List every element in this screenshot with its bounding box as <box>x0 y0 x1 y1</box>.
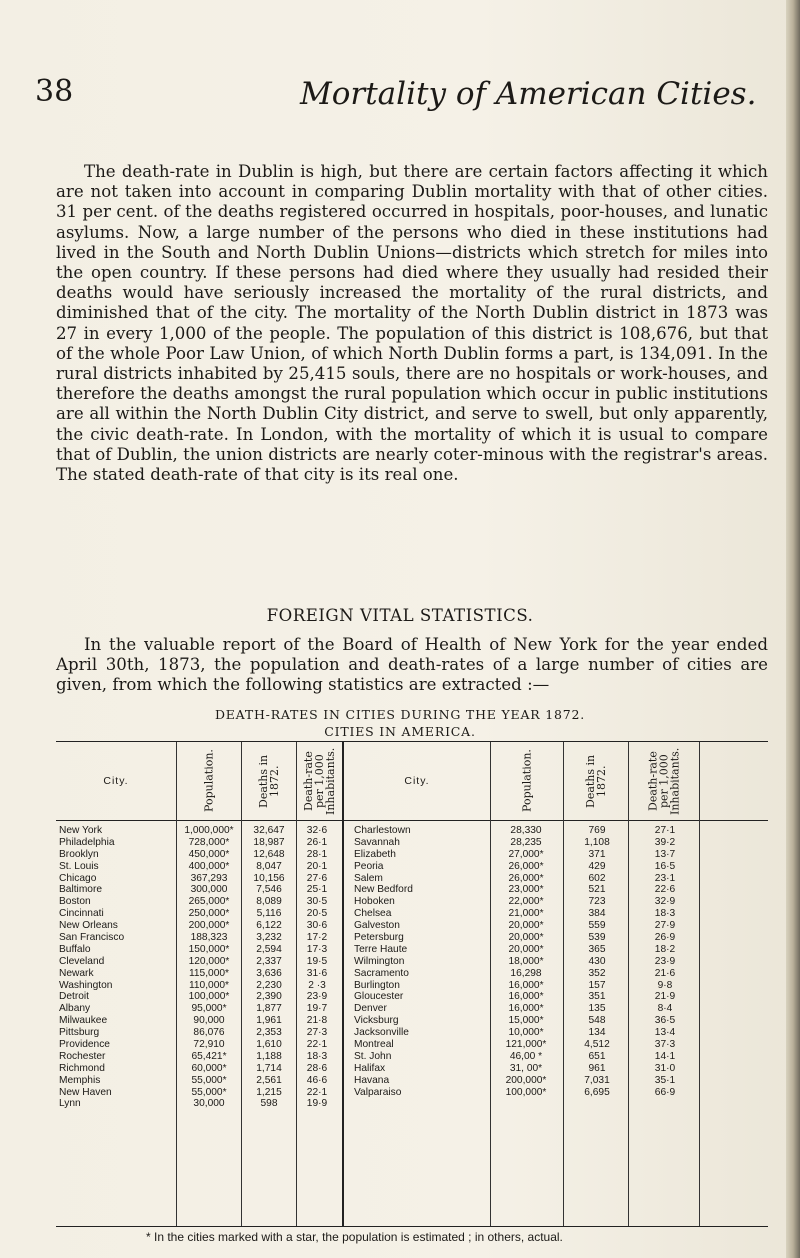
row-population: 200,000* <box>188 920 230 932</box>
row-city: Cleveland <box>59 955 105 967</box>
row-deaths: 3,232 <box>256 932 282 944</box>
row-rate-2: 37·3 <box>654 1039 676 1051</box>
header-rate-2: Death-rate per 1,000 Inhabitants. <box>646 747 682 815</box>
row-rate-2: 26·9 <box>654 932 676 944</box>
row-city: Detroit <box>59 991 90 1003</box>
row-deaths: 32,647 <box>253 825 285 836</box>
row-population-2: 15,000* <box>508 1015 544 1027</box>
row-rate: 20·5 <box>306 908 328 920</box>
row-population-2: 121,000* <box>505 1039 547 1051</box>
table-row <box>56 932 768 944</box>
row-rate: 22·1 <box>306 1086 328 1098</box>
row-deaths-2: 723 <box>588 896 606 908</box>
row-rate: 17·3 <box>306 943 328 955</box>
row-deaths: 2,390 <box>256 991 282 1003</box>
row-rate: 18·3 <box>306 1050 328 1062</box>
row-population: 115,000* <box>188 967 230 979</box>
row-population-2: 23,000* <box>508 884 544 896</box>
row-deaths: 1,610 <box>256 1039 282 1051</box>
row-rate-2: 27·1 <box>654 825 676 836</box>
row-deaths-2: 1,108 <box>584 836 610 848</box>
row-population: 250,000* <box>188 908 230 920</box>
row-city: Boston <box>59 896 91 908</box>
row-deaths-2: 135 <box>588 1003 606 1015</box>
row-deaths: 1,215 <box>256 1086 282 1098</box>
table-row <box>56 1039 768 1051</box>
row-population-2: 16,000* <box>508 1003 544 1015</box>
row-deaths: 8,089 <box>256 896 282 908</box>
row-rate: 21·8 <box>306 1015 328 1027</box>
row-rate: 31·6 <box>306 967 328 979</box>
row-deaths-2: 539 <box>588 932 606 944</box>
row-city-2: Terre Haute <box>354 943 408 955</box>
row-rate-2: 32·9 <box>654 896 676 908</box>
row-rate: 32·6 <box>306 825 328 836</box>
body-text-2 <box>56 635 768 696</box>
row-rate: 23·9 <box>306 991 328 1003</box>
row-rate-2: 23·1 <box>654 872 676 884</box>
row-deaths-2: 559 <box>588 920 606 932</box>
row-population: 86,076 <box>193 1027 225 1039</box>
row-city: Washington <box>59 979 113 991</box>
row-deaths: 1,961 <box>256 1015 282 1027</box>
running-title: Mortality of American Cities. <box>300 76 757 112</box>
section-heading: FOREIGN VITAL STATISTICS. <box>266 606 534 625</box>
row-city-2: Charlestown <box>354 825 411 836</box>
row-rate: 28·6 <box>306 1062 328 1074</box>
row-population-2: 22,000* <box>508 896 544 908</box>
row-city: Pittsburg <box>59 1027 100 1039</box>
row-deaths: 598 <box>260 1098 278 1110</box>
header-population: Population. <box>202 749 216 813</box>
row-population-2: 28,235 <box>510 836 542 848</box>
row-population-2: 16,000* <box>508 991 544 1003</box>
row-rate-2: 35·1 <box>654 1074 676 1086</box>
row-population: 367,293 <box>190 872 228 884</box>
row-population: 90,000 <box>193 1015 225 1027</box>
row-city: Buffalo <box>59 943 91 955</box>
row-population-2: 28,330 <box>510 825 542 836</box>
row-rate: 30·6 <box>306 920 328 932</box>
table-row <box>56 980 768 992</box>
row-population: 188,323 <box>190 932 228 944</box>
row-city-2: Montreal <box>354 1039 394 1051</box>
row-population: 100,000* <box>188 991 230 1003</box>
row-rate-2: 31·0 <box>654 1062 676 1074</box>
row-city: Newark <box>59 967 94 979</box>
row-population-2: 16,000* <box>508 979 544 991</box>
row-rate: 25·1 <box>306 884 328 896</box>
table-row <box>56 991 768 1003</box>
row-city-2: Halifax <box>354 1062 386 1074</box>
row-rate: 28·1 <box>306 848 328 860</box>
row-city: Brooklyn <box>59 848 99 860</box>
row-population: 265,000* <box>188 896 230 908</box>
page-number: 38 <box>35 74 74 109</box>
row-city: Memphis <box>59 1074 101 1086</box>
row-deaths: 18,987 <box>253 836 285 848</box>
header-deaths: Deaths in 1872. <box>257 754 281 808</box>
row-city: New Orleans <box>59 920 118 932</box>
row-rate-2: 23·9 <box>654 955 676 967</box>
row-city-2: Valparaiso <box>354 1086 402 1098</box>
row-deaths: 2,337 <box>256 955 282 967</box>
header-population-2: Population. <box>520 749 534 813</box>
row-rate: 2 ·3 <box>308 979 326 991</box>
row-deaths-2: 365 <box>588 943 606 955</box>
row-population: 55,000* <box>191 1074 227 1086</box>
table-row <box>56 825 768 837</box>
row-rate-2: 18·2 <box>654 943 676 955</box>
row-rate-2: 36·5 <box>654 1015 676 1027</box>
row-population: 30,000 <box>193 1098 225 1110</box>
row-deaths-2: 371 <box>588 848 606 860</box>
row-population: 300,000 <box>190 884 228 896</box>
row-deaths: 2,230 <box>256 979 282 991</box>
row-rate-2: 22·6 <box>654 884 676 896</box>
row-city-2: Elizabeth <box>354 848 396 860</box>
row-deaths-2: 548 <box>588 1015 606 1027</box>
row-population-2: 26,000* <box>508 860 544 872</box>
row-rate-2: 21·9 <box>654 991 676 1003</box>
row-deaths-2: 157 <box>588 979 606 991</box>
row-rate-2: 39·2 <box>654 836 676 848</box>
row-deaths-2: 7,031 <box>584 1074 610 1086</box>
row-deaths-2: 134 <box>588 1027 606 1039</box>
row-rate: 27·6 <box>306 872 328 884</box>
table-row <box>56 1003 768 1015</box>
table-row <box>56 944 768 956</box>
row-city-2: New Bedford <box>354 884 413 896</box>
table-row <box>56 1051 768 1063</box>
row-city: St. Louis <box>59 860 99 872</box>
row-rate: 30·5 <box>306 896 328 908</box>
page-header <box>0 62 780 122</box>
row-population: 72,910 <box>193 1039 225 1051</box>
row-population-2: 18,000* <box>508 955 544 967</box>
row-population-2: 100,000* <box>505 1086 547 1098</box>
row-population-2: 20,000* <box>508 920 544 932</box>
row-population-2: 16,298 <box>510 967 542 979</box>
row-city-2: Galveston <box>354 920 400 932</box>
row-deaths-2: 352 <box>588 967 606 979</box>
row-city: Providence <box>59 1039 110 1051</box>
row-city: Rochester <box>59 1050 106 1062</box>
row-deaths: 2,594 <box>256 943 282 955</box>
row-city: Cincinnati <box>59 908 104 920</box>
table-row <box>56 1075 768 1087</box>
row-rate: 17·2 <box>306 932 328 944</box>
row-deaths: 3,636 <box>256 967 282 979</box>
row-deaths-2: 4,512 <box>584 1039 610 1051</box>
row-rate-2: 27·9 <box>654 920 676 932</box>
row-deaths-2: 961 <box>588 1062 606 1074</box>
row-rate-2: 66·9 <box>654 1086 676 1098</box>
table-row <box>56 1087 768 1099</box>
table-row <box>56 920 768 932</box>
row-population: 55,000* <box>191 1086 227 1098</box>
page-edge <box>786 0 800 1258</box>
row-city-2: Wilmington <box>354 955 405 967</box>
table-row <box>56 1015 768 1027</box>
row-city-2: Chelsea <box>354 908 392 920</box>
table-row <box>56 896 768 908</box>
row-population: 728,000* <box>188 836 230 848</box>
row-city-2: Savannah <box>354 836 400 848</box>
table-subtitle: CITIES IN AMERICA. <box>324 724 476 739</box>
row-rate: 19·5 <box>306 955 328 967</box>
row-deaths: 5,116 <box>256 908 282 920</box>
row-rate: 20·1 <box>306 860 328 872</box>
row-deaths-2: 651 <box>588 1050 606 1062</box>
row-city-2: Jacksonville <box>354 1027 409 1039</box>
table-row <box>56 873 768 885</box>
row-population-2: 31, 00* <box>509 1062 543 1074</box>
row-population-2: 46,00 * <box>509 1050 543 1062</box>
row-rate: 27·3 <box>306 1027 328 1039</box>
row-rate: 22·1 <box>306 1039 328 1051</box>
row-population-2: 26,000* <box>508 872 544 884</box>
row-population: 150,000* <box>188 943 230 955</box>
header-city: City. <box>103 775 129 787</box>
row-population: 450,000* <box>188 848 230 860</box>
table-row <box>56 956 768 968</box>
row-population-2: 200,000* <box>505 1074 547 1086</box>
row-deaths-2: 769 <box>588 825 606 836</box>
row-city-2: St. John <box>354 1050 392 1062</box>
row-deaths: 1,714 <box>256 1062 282 1074</box>
row-population: 95,000* <box>191 1003 227 1015</box>
row-rate-2: 8·4 <box>657 1003 673 1015</box>
row-deaths-2: 6,695 <box>584 1086 610 1098</box>
table-row <box>56 837 768 849</box>
row-deaths: 6,122 <box>256 920 282 932</box>
table-row <box>56 884 768 896</box>
table-row <box>56 1063 768 1075</box>
row-rate-2: 16·5 <box>654 860 676 872</box>
row-rate: 19·7 <box>306 1003 328 1015</box>
row-population: 65,421* <box>191 1050 227 1062</box>
row-city: Philadelphia <box>59 836 115 848</box>
row-city-2: Peoria <box>354 860 384 872</box>
row-city-2: Gloucester <box>354 991 404 1003</box>
row-city: Baltimore <box>59 884 103 896</box>
table-row <box>56 849 768 861</box>
row-city-2: Vicksburg <box>354 1015 399 1027</box>
row-city-2: Salem <box>354 872 383 884</box>
table-row <box>56 908 768 920</box>
row-population: 60,000* <box>191 1062 227 1074</box>
row-rate-2: 14·1 <box>654 1050 676 1062</box>
header-rate: Death-rate per 1,000 Inhabitants. <box>302 747 337 815</box>
row-rate-2: 9·8 <box>657 979 673 991</box>
row-rate-2: 13·7 <box>654 848 676 860</box>
row-rate: 26·1 <box>306 836 328 848</box>
table-row <box>56 1098 768 1110</box>
row-rate-2: 13·4 <box>654 1027 676 1039</box>
paragraph-report: In the valuable report of the Board of Health of New York for the year ended April 30th, 1873, the population and death-rates of a large number of cities are given, from which the following statistics are extracted :— <box>56 635 768 695</box>
row-population-2: 27,000* <box>508 848 544 860</box>
table-body <box>56 825 768 1110</box>
header-city-2: City. <box>404 775 430 787</box>
row-deaths: 1,877 <box>256 1003 282 1015</box>
row-population: 110,000* <box>188 979 230 991</box>
row-city: San Francisco <box>59 932 125 944</box>
row-rate-2: 18·3 <box>654 908 676 920</box>
table-row <box>56 861 768 873</box>
row-city-2: Burlington <box>354 979 400 991</box>
row-deaths: 7,546 <box>256 884 282 896</box>
table-header-row <box>56 742 768 821</box>
table-title: DEATH-RATES IN CITIES DURING THE YEAR 1872. <box>214 707 586 722</box>
row-city-2: Sacramento <box>354 967 409 979</box>
row-city-2: Petersburg <box>354 932 404 944</box>
row-city: New York <box>59 825 103 836</box>
row-deaths: 12,648 <box>253 848 285 860</box>
row-deaths: 1,188 <box>256 1050 282 1062</box>
row-city: Chicago <box>59 872 97 884</box>
row-deaths-2: 351 <box>588 991 606 1003</box>
row-city: Albany <box>59 1003 91 1015</box>
row-population: 120,000* <box>188 955 230 967</box>
row-population: 400,000* <box>188 860 230 872</box>
row-city-2: Havana <box>354 1074 390 1086</box>
row-deaths: 10,156 <box>253 872 285 884</box>
row-deaths-2: 602 <box>588 872 606 884</box>
row-rate-2: 21·6 <box>654 967 676 979</box>
row-rate: 46·6 <box>306 1074 328 1086</box>
death-rate-table <box>56 741 768 1227</box>
row-population-2: 20,000* <box>508 932 544 944</box>
row-deaths-2: 521 <box>588 884 606 896</box>
row-deaths-2: 430 <box>588 955 606 967</box>
row-population-2: 21,000* <box>508 908 544 920</box>
body-text <box>56 162 768 485</box>
row-city: Lynn <box>59 1098 81 1110</box>
row-population-2: 20,000* <box>508 943 544 955</box>
row-city: Richmond <box>59 1062 105 1074</box>
row-city-2: Denver <box>354 1003 387 1015</box>
row-population-2: 10,000* <box>508 1027 544 1039</box>
row-deaths: 8,047 <box>256 860 282 872</box>
row-population: 1,000,000* <box>184 825 234 836</box>
row-city: Milwaukee <box>59 1015 108 1027</box>
table-row <box>56 968 768 980</box>
row-deaths-2: 429 <box>588 860 606 872</box>
row-rate: 19·9 <box>306 1098 328 1110</box>
header-deaths-2: Deaths in 1872. <box>584 754 608 808</box>
row-city: New Haven <box>59 1086 112 1098</box>
row-deaths-2: 384 <box>588 908 606 920</box>
row-deaths: 2,561 <box>256 1074 282 1086</box>
footnote: * In the cities marked with a star, the population is estimated ; in others, actual. <box>146 1230 563 1244</box>
table-row <box>56 1027 768 1039</box>
row-deaths: 2,353 <box>256 1027 282 1039</box>
row-city-2: Hoboken <box>354 896 395 908</box>
paragraph-dublin: The death-rate in Dublin is high, but there are certain factors affecting it which are not taken into account in comparing Dublin mortality with that of other cities. 31 per cent. of the deaths registered occurred in hospitals, poor-houses, and lunatic asylums. Now, a large number of the persons who died in these institutions had lived in the South and North Dublin Unions—districts which stretch for miles into the open country. If these persons had died where they usually had resided their deaths would have seriously increased the mortality of the rural districts, and diminished that of the city. The mortality of the North Dublin district in 1873 was 27 in every 1,000 of the people. The population of this district is 108,676, but that of the whole Poor Law Union, of which North Dublin forms a part, is 134,091. In the rural districts inhabited by 25,415 souls, there are no hospitals or work-houses, and therefore the deaths amongst the rural population which occur in public institutions are all within the North Dublin City district, and serve to swell, but only apparently, the civic death-rate. In London, with the mortality of which it is usual to compare that of Dublin, the union districts are nearly coter-minous with the registrar's areas. The stated death-rate of that city is its real one. <box>56 162 768 485</box>
